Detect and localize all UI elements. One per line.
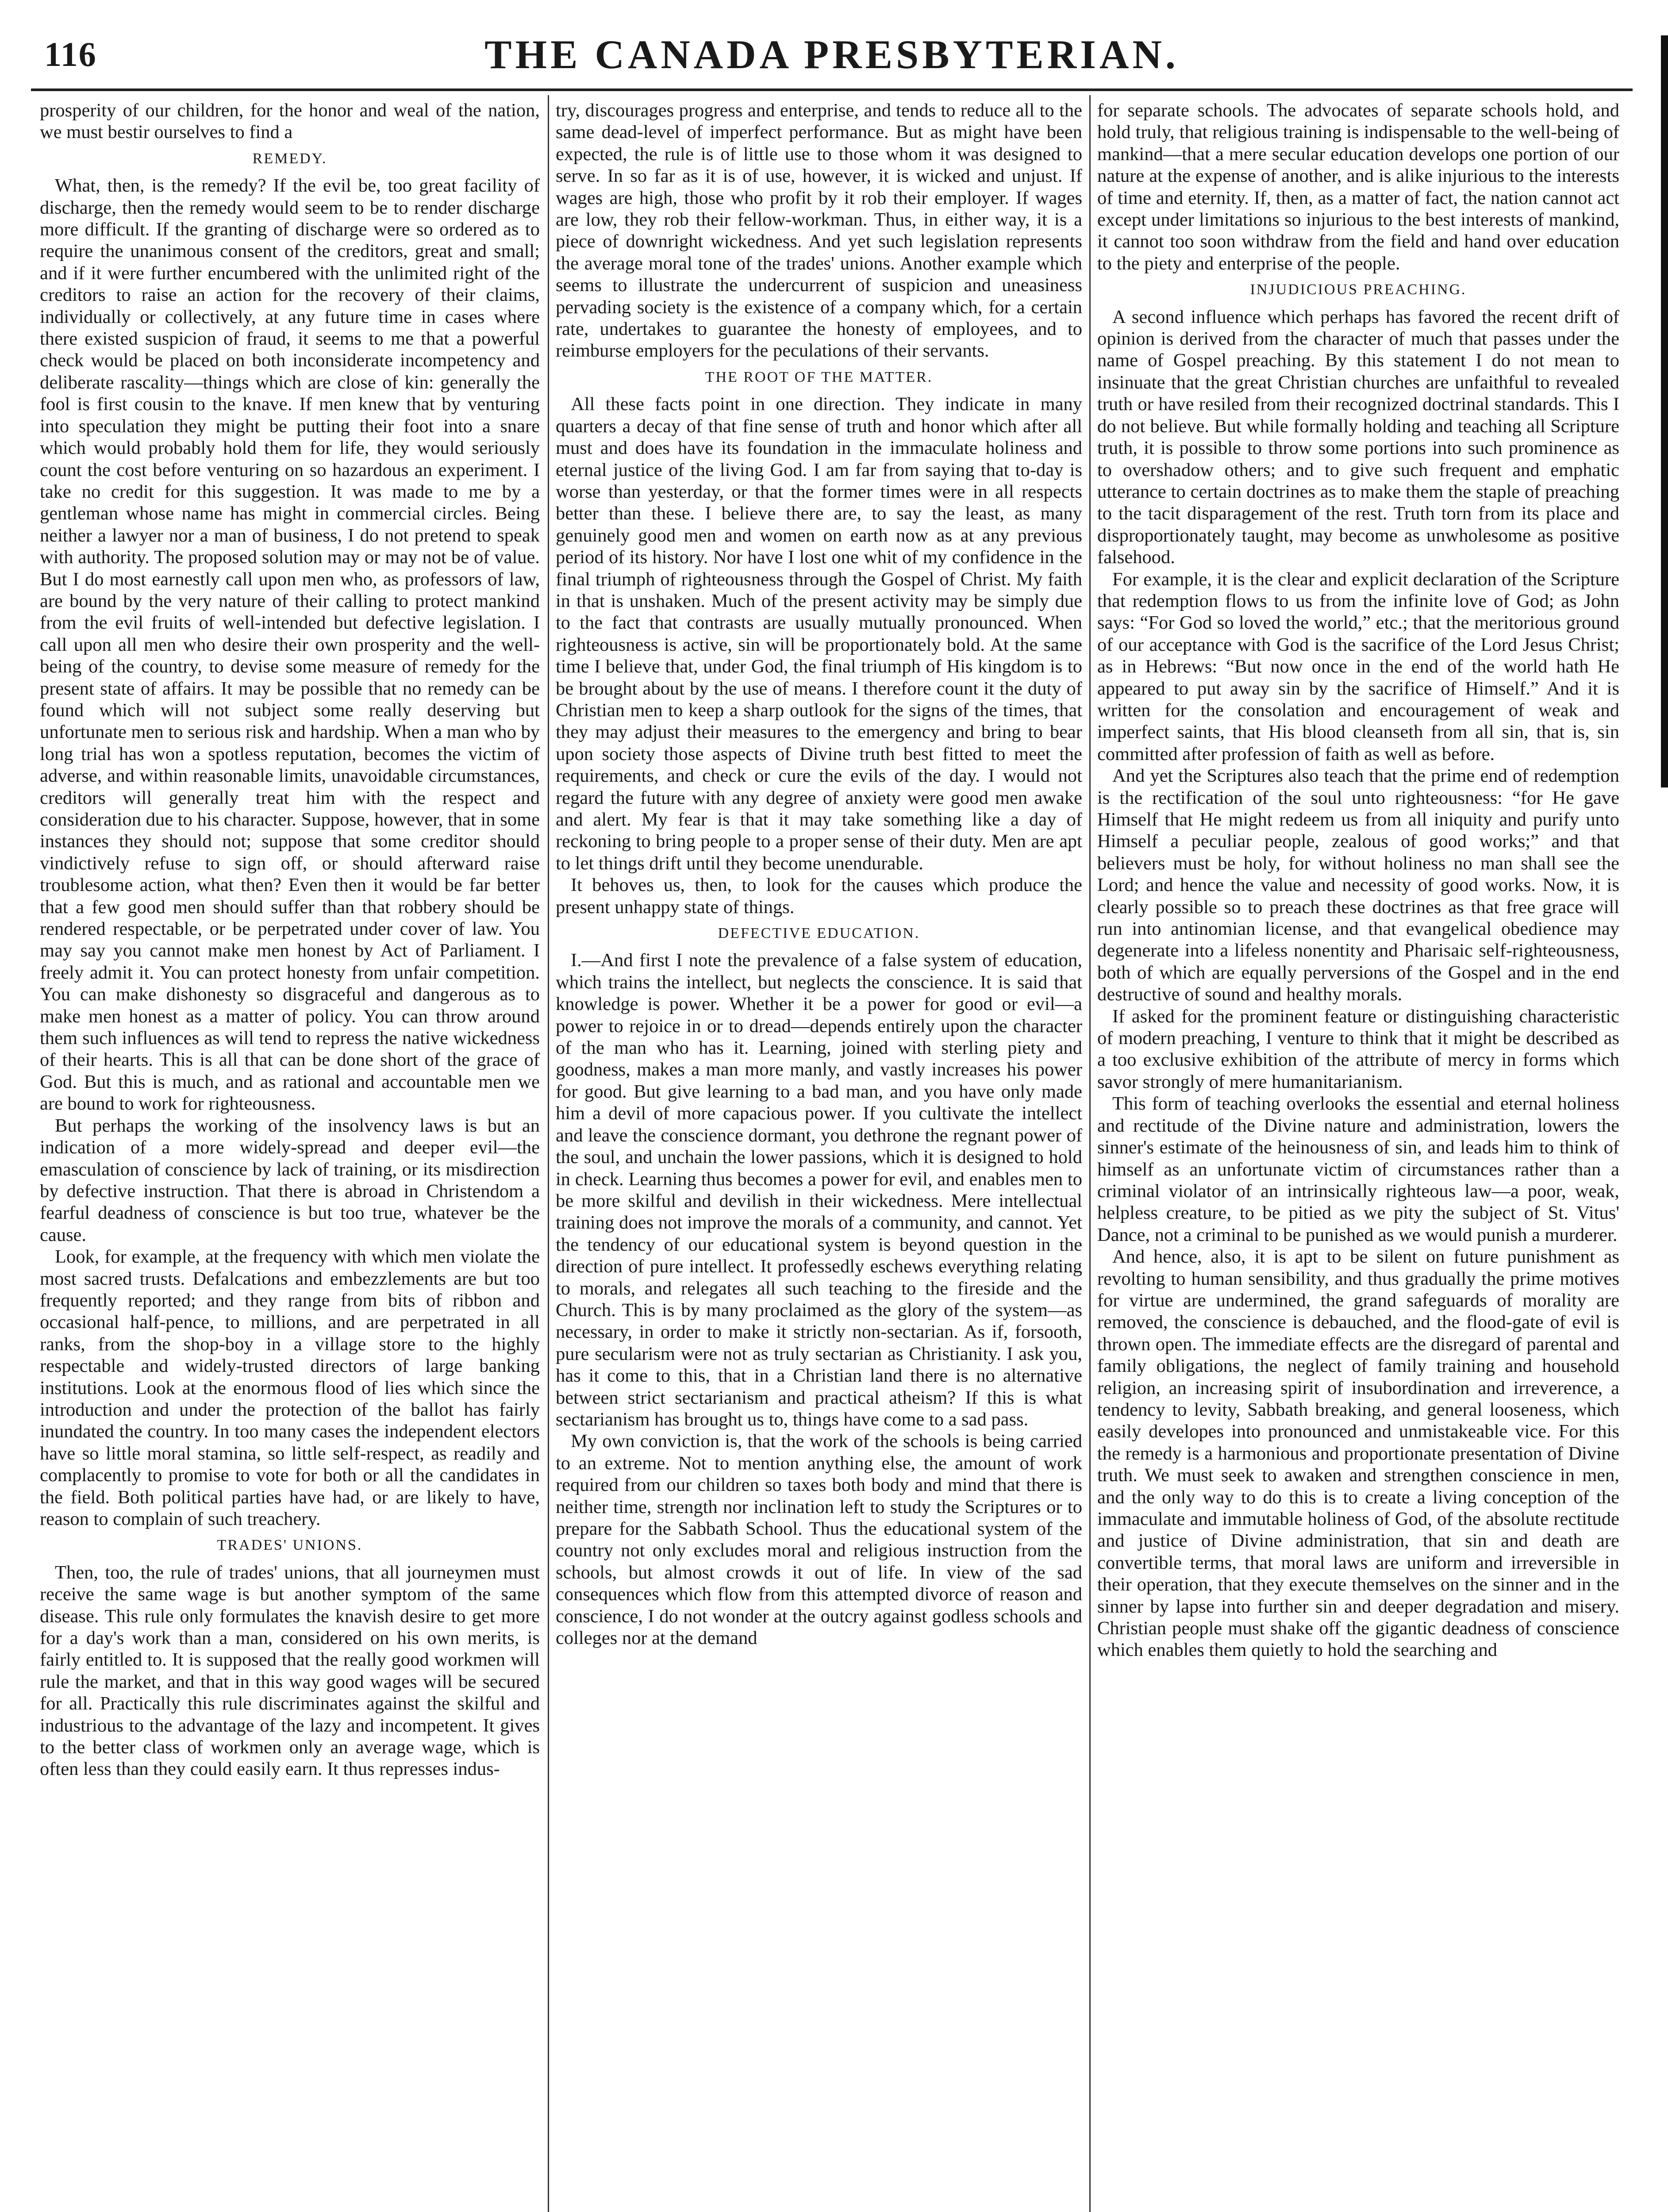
header-rule <box>31 88 1633 91</box>
article-paragraph: All these facts point in one direction. They indicate in many quarters a decay of that fine sense of truth and honor which after all must and does have its foundation in the immaculate holiness and eternal justice of the living God. I am far from saying that to-day is worse than yesterday, or that the former times were in all respects better than these. I believe there are, to say the least, as many genuinely good men and women on earth now as at any previous period of its history. Nor have I lost one whit of my confidence in the final triumph of righteousness through the Gospel of Christ. My faith in that is unshaken. Much of the present activity may be simply due to the fact that contrasts are usually mutually pronounced. When righteousness is active, sin will be proportionately bold. At the same time I believe that, under God, the final triumph of His kingdom is to be brought about by the use of means. I therefore count it the duty of Christian men to keep a sharp outlook for the signs of the times, that they may adjust their measures to the emergency and bring to bear upon society those aspects of Divine truth best fitted to meet the requirements, and check or cure the evils of the day. I would not regard the future with any degree of anxiety were good men awake and alert. My fear is that it may take something like a day of reckoning to bring people to a proper sense of their duty. Men are apt to let things drift until they become unendurable. <box>556 394 1082 874</box>
column-divider <box>548 95 549 2212</box>
article-column-2 <box>556 100 1082 2212</box>
article-column-3 <box>1097 100 1619 2212</box>
article-paragraph: try, discourages progress and enterprise, and tends to reduce all to the same dead-level of imperfect performance. But as might have been expected, the rule is of little use to those whom it was designed to serve. In so far as it is of use, however, it is wicked and unjust. If wages are high, those who profit by it rob their employer. If wages are low, they rob their fellow-workman. Thus, in either way, it is a piece of downright wickedness. And yet such legislation represents the average moral tone of the trades' unions. Another example which seems to illustrate the undercurrent of suspicion and uneasiness pervading society is the existence of a company which, for a certain rate, undertakes to guarantee the honesty of employees, and to reimburse employers for the peculations of their servants. <box>556 100 1082 361</box>
article-paragraph: It behoves us, then, to look for the causes which produce the present unhappy state of things. <box>556 875 1082 918</box>
article-paragraph: And yet the Scriptures also teach that the prime end of redemption is the rectification of the soul unto righteousness: “for He gave Himself that He might redeem us from all iniquity and purify unto Himself a peculiar people, zealous of good works;” and that believers must be holy, for without holiness no man shall see the Lord; and hence the value and necessity of good works. Now, it is clearly possible so to preach these doctrines as that free grace will run into antinomian license, and that evangelical obedience may degenerate into a lifeless nonentity and Pharisaic self-righteousness, both of which are equally perversions of the Gospel and in the end destructive of sound and healthy morals. <box>1097 765 1619 1005</box>
section-heading: TRADES' UNIONS. <box>217 1537 363 1554</box>
article-column-1 <box>40 100 540 2212</box>
section-heading: INJUDICIOUS PREACHING. <box>1250 281 1467 298</box>
article-paragraph: I.—And first I note the prevalence of a false system of education, which trains the intellect, but neglects the conscience. It is said that knowledge is power. Whether it be a power for good or evil—a power to rejoice in or to dread—depends entirely upon the character of the man who has it. Learning, joined with sterling piety and goodness, makes a man more manly, and vastly increases his power for good. But give learning to a bad man, and you have only made him a devil of more capacious power. If you cultivate the intellect and leave the conscience dormant, you dethrone the regnant power of the soul, and unchain the lower passions, which it is designed to hold in check. Learning thus becomes a power for evil, and enables men to be more skilful and devilish in their wickedness. Mere intellectual training does not improve the morals of a community, and cannot. Yet the tendency of our educational system is beyond question in the direction of pure intellect. It professedly eschews everything relating to morals, and relegates all such teaching to the fireside and the Church. This is by many proclaimed as the glory of the system—as necessary, in order to make it strictly non-sectarian. As if, forsooth, pure secularism were not as truly sectarian as Christianity. I ask you, has it come to this, that in a Christian land there is no alternative between strict sectarianism and practical atheism? If this is what sectarianism has brought us to, things have come to a sad pass. <box>556 950 1082 1430</box>
article-paragraph: My own conviction is, that the work of the schools is being carried to an extreme. Not to mention anything else, the amount of work required from our children so taxes both body and mind that there is neither time, strength nor inclination left to study the Scriptures or to prepare for the Sabbath School. Thus the educational system of the country not only excludes moral and religious instruction from the schools, but almost crowds it out of life. In view of the sad consequences which flow from this attempted divorce of reason and conscience, I do not wonder at the outcry against godless schools and colleges nor at the demand <box>556 1431 1082 1649</box>
article-paragraph: This form of teaching overlooks the essential and eternal holiness and rectitude of the Divine nature and administration, lowers the sinner's estimate of the heinousness of sin, and leads him to think of himself as an unfortunate victim of circumstances rather than a criminal violator of an intrinsically righteous law—a poor, weak, helpless creature, to be pitied as we pity the subject of St. Vitus' Dance, not a criminal to be punished as we would punish a murderer. <box>1097 1093 1619 1245</box>
article-paragraph: A second influence which perhaps has favored the recent drift of opinion is derived from the character of much that passes under the name of Gospel preaching. By this statement I do not mean to insinuate that the great Christian churches are unfaithful to revealed truth or have resiled from their recognized doctrinal standards. This I do not believe. But while formally holding and teaching all Scripture truth, it is possible to throw some portions into such prominence as to overshadow others; and to give such frequent and emphatic utterance to certain doctrines as to make them the staple of preaching to the tacit disparagement of the rest. Truth torn from its place and disproportionately taught, may become as unwholesome as positive falsehood. <box>1097 306 1619 568</box>
article-paragraph: And hence, also, it is apt to be silent on future punishment as revolting to human sensibility, and thus gradually the prime motives for virtue are undermined, the grand safeguards of morality are removed, the conscience is debauched, and the flood-gate of evil is thrown open. The immediate effects are the disregard of parental and family obligations, the neglect of family training and household religion, an increasing spirit of insubordination and irreverence, a tendency to levity, Sabbath breaking, and general looseness, which easily developes into pronounced and unmistakeable vice. For this the remedy is a harmonious and proportionate presentation of Divine truth. We must seek to awaken and strengthen conscience in men, and the only way to do this is to create a living conception of the immaculate and immutable holiness of God, of the absolute rectitude and justice of Divine administration, that sin and death are convertible terms, that moral laws are uniform and irreversible in their operation, that they execute themselves on the sinner and in the sinner by lapse into further sin and deeper degradation and misery. Christian people must shake off the gigantic deadness of conscience which enables them quietly to hold the searching and <box>1097 1246 1619 1661</box>
article-paragraph: For example, it is the clear and explicit declaration of the Scripture that redemption flows to us from the infinite love of God; as John says: “For God so loved the world,” etc.; that the meritorious ground of our acceptance with God is the sacrifice of the Lord Jesus Christ; as in Hebrews: “But now once in the end of the world hath He appeared to put away sin by the sacrifice of Himself.” And it is written for the consolation and encouragement of weak and imperfect saints, that His blood cleanseth from all sin, that is, sin committed after profession of faith as well as before. <box>1097 568 1619 764</box>
article-paragraph: But perhaps the working of the insolvency laws is but an indication of a more widely-spread and deeper evil—the emasculation of conscience by lack of training, or its misdirection by defective instruction. That there is abroad in Christendom a fearful deadness of conscience is but too true, whatever be the cause. <box>40 1115 540 1245</box>
section-heading: REMEDY. <box>252 150 327 167</box>
article-paragraph: What, then, is the remedy? If the evil be, too great facility of discharge, then the remedy would seem to be to render discharge more difficult. If the granting of discharge were so ordered as to require the unanimous consent of the creditors, great and small; and if it were further encumbered with the unlimited right of the creditors to raise an action for the recovery of their claims, individually or collectively, at any future time in cases where there existed suspicion of fraud, it seems to me that a powerful check would be placed on both inconsiderate incompetency and deliberate rascality—things which are close of kin: generally the fool is first cousin to the knave. If men knew that by venturing into speculation they might be putting their foot into a snare which would probably hold them for life, they would seriously count the cost before venturing on so hazardous an experiment. I take no credit for this suggestion. It was made to me by a gentleman whose name has might in commercial circles. Being neither a lawyer nor a man of business, I do not pretend to speak with authority. The proposed solution may or may not be of value. But I do most earnestly call upon men who, as professors of law, are bound by the very nature of their calling to protect mankind from the evil fruits of well-intended but defective legislation. I call upon all men who desire their own prosperity and the well-being of the country, to devise some measure of remedy for the present state of affairs. It may be possible that no remedy can be found which will not subject some really deserving but unfortunate men to serious risk and hardship. When a man who by long trial has won a spotless reputation, becomes the victim of adverse, and within reasonable limits, unavoidable circumstances, creditors will generally treat him with the respect and consideration due to his character. Suppose, however, that in some instances they should not; suppose that some creditor should vindictively refuse to sign off, or should afterward raise troublesome action, what then? Even then it would be far better that a few good men should suffer than that robbery should be rendered respectable, or be perpetrated under cover of law. You may say you cannot make men honest by Act of Parliament. I freely admit it. You can protect honesty from unfair competition. You can make dishonesty so disgraceful and dangerous as to make men honest as a matter of policy. You can throw around them such influences as will tend to repress the native wickedness of their hearts. This is all that can be done short of the grace of God. But this is much, and as rational and accountable men we are bound to work for righteousness. <box>40 175 540 1114</box>
article-paragraph: Look, for example, at the frequency with which men violate the most sacred trusts. Defalcations and embezzlements are but too frequently reported; and they range from bits of ribbon and occasional half-pence, to millions, and are perpetrated in all ranks, from the shop-boy in a village store to the highly respectable and widely-trusted directors of large banking institutions. Look at the enormous flood of lies which since the introduction and under the protection of the ballot has fairly inundated the country. In too many cases the independent electors have so little moral stamina, so little self-respect, as readily and complacently to promise to vote for both or all the candidates in the field. Both political parties have had, or are likely to have, reason to complain of such treachery. <box>40 1246 540 1529</box>
masthead-title: THE CANADA PRESBYTERIAN. <box>484 32 1179 77</box>
page-header <box>35 31 1628 84</box>
scan-edge-border <box>1661 35 1668 787</box>
article-paragraph: prosperity of our children, for the honor and weal of the nation, we must bestir ourselves to find a <box>40 100 540 143</box>
page-number: 116 <box>44 35 97 73</box>
section-heading: DEFECTIVE EDUCATION. <box>718 925 920 942</box>
article-paragraph: for separate schools. The advocates of separate schools hold, and hold truly, that religious training is indispensable to the well-being of mankind—that a mere secular education develops one portion of our nature at the expense of another, and is alike injurious to the interests of time and eternity. If, then, as a matter of fact, the nation cannot act except under limitations so injurious to the best interests of mankind, it cannot too soon withdraw from the field and hand over education to the piety and enterprise of the people. <box>1097 100 1619 274</box>
article-paragraph: Then, too, the rule of trades' unions, that all journeymen must receive the same wage is but another symptom of the same disease. This rule only formulates the knavish desire to get more for a day's work than a man, considered on his own merits, is fairly entitled to. It is supposed that the really good workmen will rule the market, and that in this way good wages will be secured for all. Practically this rule discriminates against the skilful and industrious to the advantage of the lazy and incompetent. It gives to the better class of workmen only an average wage, which is often less than they could easily earn. It thus represses indus- <box>40 1562 540 1780</box>
section-heading: THE ROOT OF THE MATTER. <box>705 369 933 385</box>
column-divider <box>1089 95 1091 2212</box>
article-paragraph: If asked for the prominent feature or distinguishing characteristic of modern preaching, I venture to think that it might be described as a too exclusive exhibition of the attribute of mercy in forms which savor strongly of mere humanitarianism. <box>1097 1006 1619 1092</box>
